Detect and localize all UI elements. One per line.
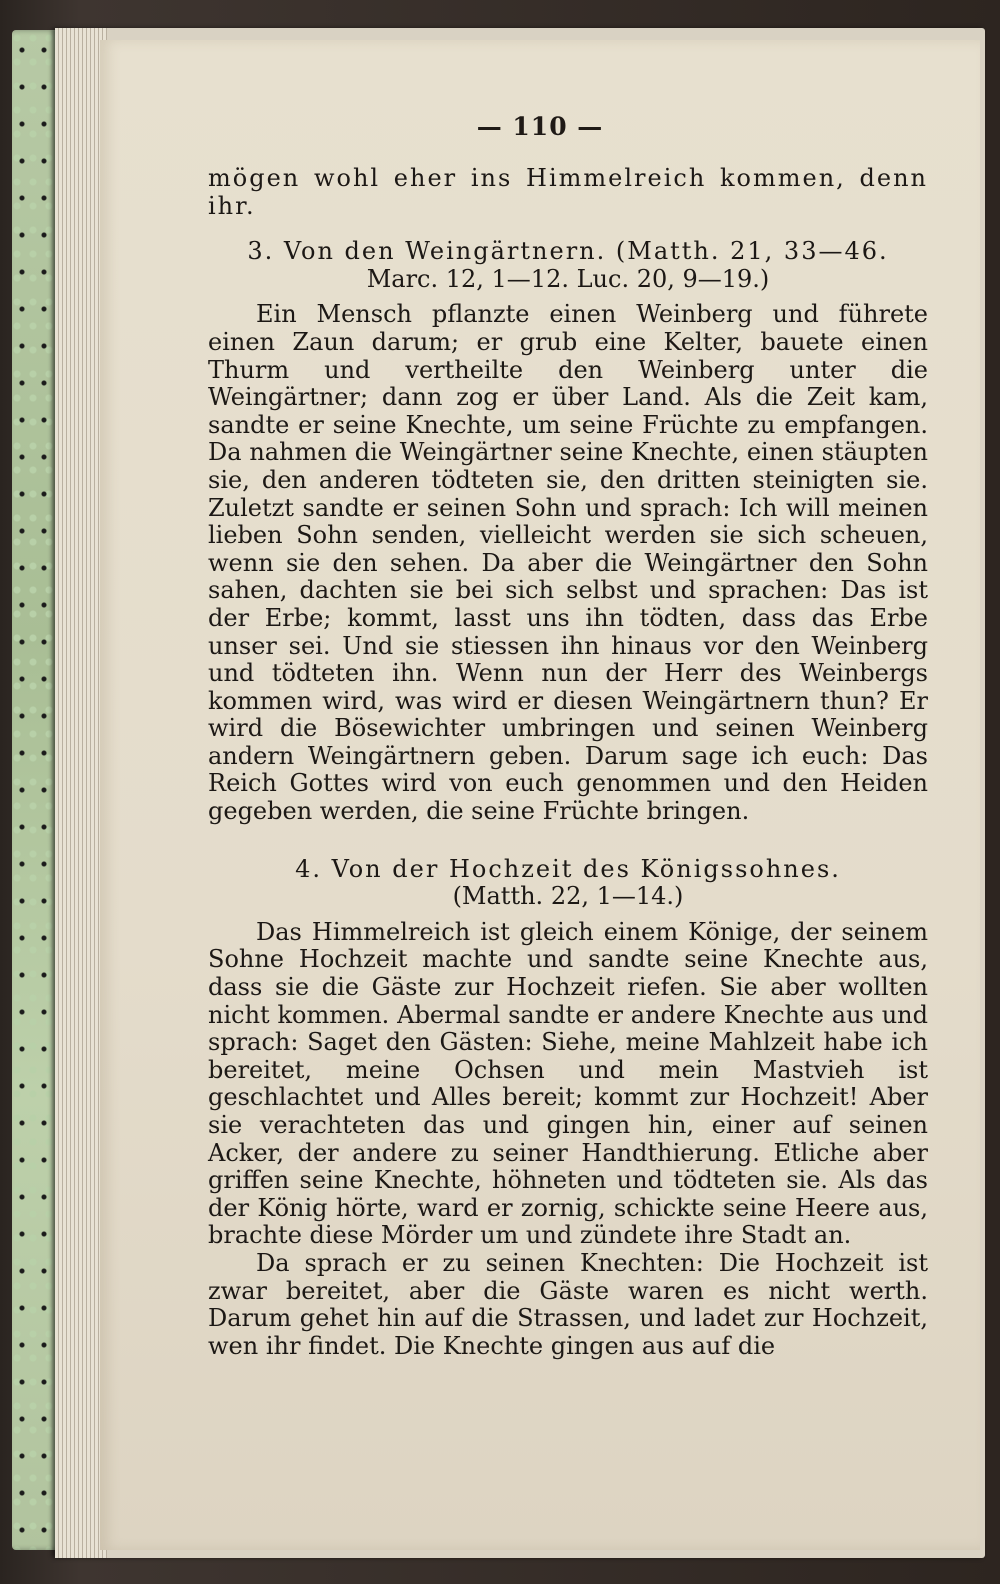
section-3-heading	[208, 238, 928, 293]
continuation-text: mögen wohl eher ins Himmelreich kommen, denn ihr.	[208, 164, 928, 220]
section-3-heading-line1: 3. Von den Weingärtnern. (Matth. 21, 33—46.	[247, 237, 889, 266]
section-4-paragraph-1: Das Himmelreich ist gleich einem Könige, der seinem Sohne Hochzeit machte und sandte seine Knechte aus, dass sie die Gäste zur Hochzeit riefen. Sie aber wollten nicht kommen. Abermal sandte er andere Knechte aus und sprach: Saget den Gästen: Siehe, meine Mahlzeit habe ich bereitet, meine Ochsen und mein Mastvieh ist geschlachtet und Alles bereit; kommt zur Hochzeit! Aber sie verachteten das und gingen hin, einer auf seinen Acker, der andere zu seiner Handthierung. Etliche aber griffen seine Knechte, höhneten und tödteten sie. Als das der König hörte, ward er zornig, schickte seine Heere aus, brachte diese Mörder um und zündete ihre Stadt an.	[208, 917, 928, 1250]
section-4-heading-line2: (Matth. 22, 1—14.)	[452, 882, 684, 911]
page-body	[208, 165, 928, 1360]
section-4-paragraph-2: Da sprach er zu seinen Knechten: Die Hochzeit ist zwar bereitet, aber die Gäste waren es nicht werth. Darum gehet hin auf die Strassen, und ladet zur Hochzeit, wen ihr findet. Die Knechte gingen aus auf die	[208, 1248, 928, 1360]
section-3-paragraph: Ein Mensch pflanzte einen Weinberg und führete einen Zaun darum; er grub eine Kelter, bauete einen Thurm und vertheilte den Weinberg unter die Weingärtner; dann zog er über Land. Als die Zeit kam, sandte er seine Knechte, um seine Früchte zu empfangen. Da nahmen die Weingärtner seine Knechte, einen stäupten sie, den anderen tödteten sie, den dritten steinigten sie. Zuletzt sandte er seinen Sohn und sprach: Ich will meinen lieben Sohn senden, vielleicht werden sie sich scheuen, wenn sie den sehen. Da aber die Weingärtner den Sohn sahen, dachten sie bei sich selbst und sprachen: Das ist der Erbe; kommt, lasst uns ihn tödten, dass das Erbe unser sei. Und sie stiessen ihn hinaus vor den Weinberg und tödteten ihn. Wenn nun der Herr des Weinbergs kommen wird, was wird er diesen Weingärtnern thun? Er wird die Bösewichter umbringen und seinen Weinberg andern Weingärtnern geben. Darum sage ich euch: Das Reich Gottes wird von euch genommen und den Heiden gegeben werden, die seine Früchte bringen.	[208, 300, 928, 826]
section-4-heading	[208, 856, 928, 911]
section-3-heading-line2: Marc. 12, 1—12. Luc. 20, 9—19.)	[366, 264, 770, 293]
marbled-page-edge	[12, 30, 60, 1550]
page-number: — 110 —	[476, 112, 604, 141]
section-4-heading-line1: 4. Von der Hochzeit des Königssohnes.	[295, 854, 841, 883]
book-page	[100, 40, 980, 1550]
